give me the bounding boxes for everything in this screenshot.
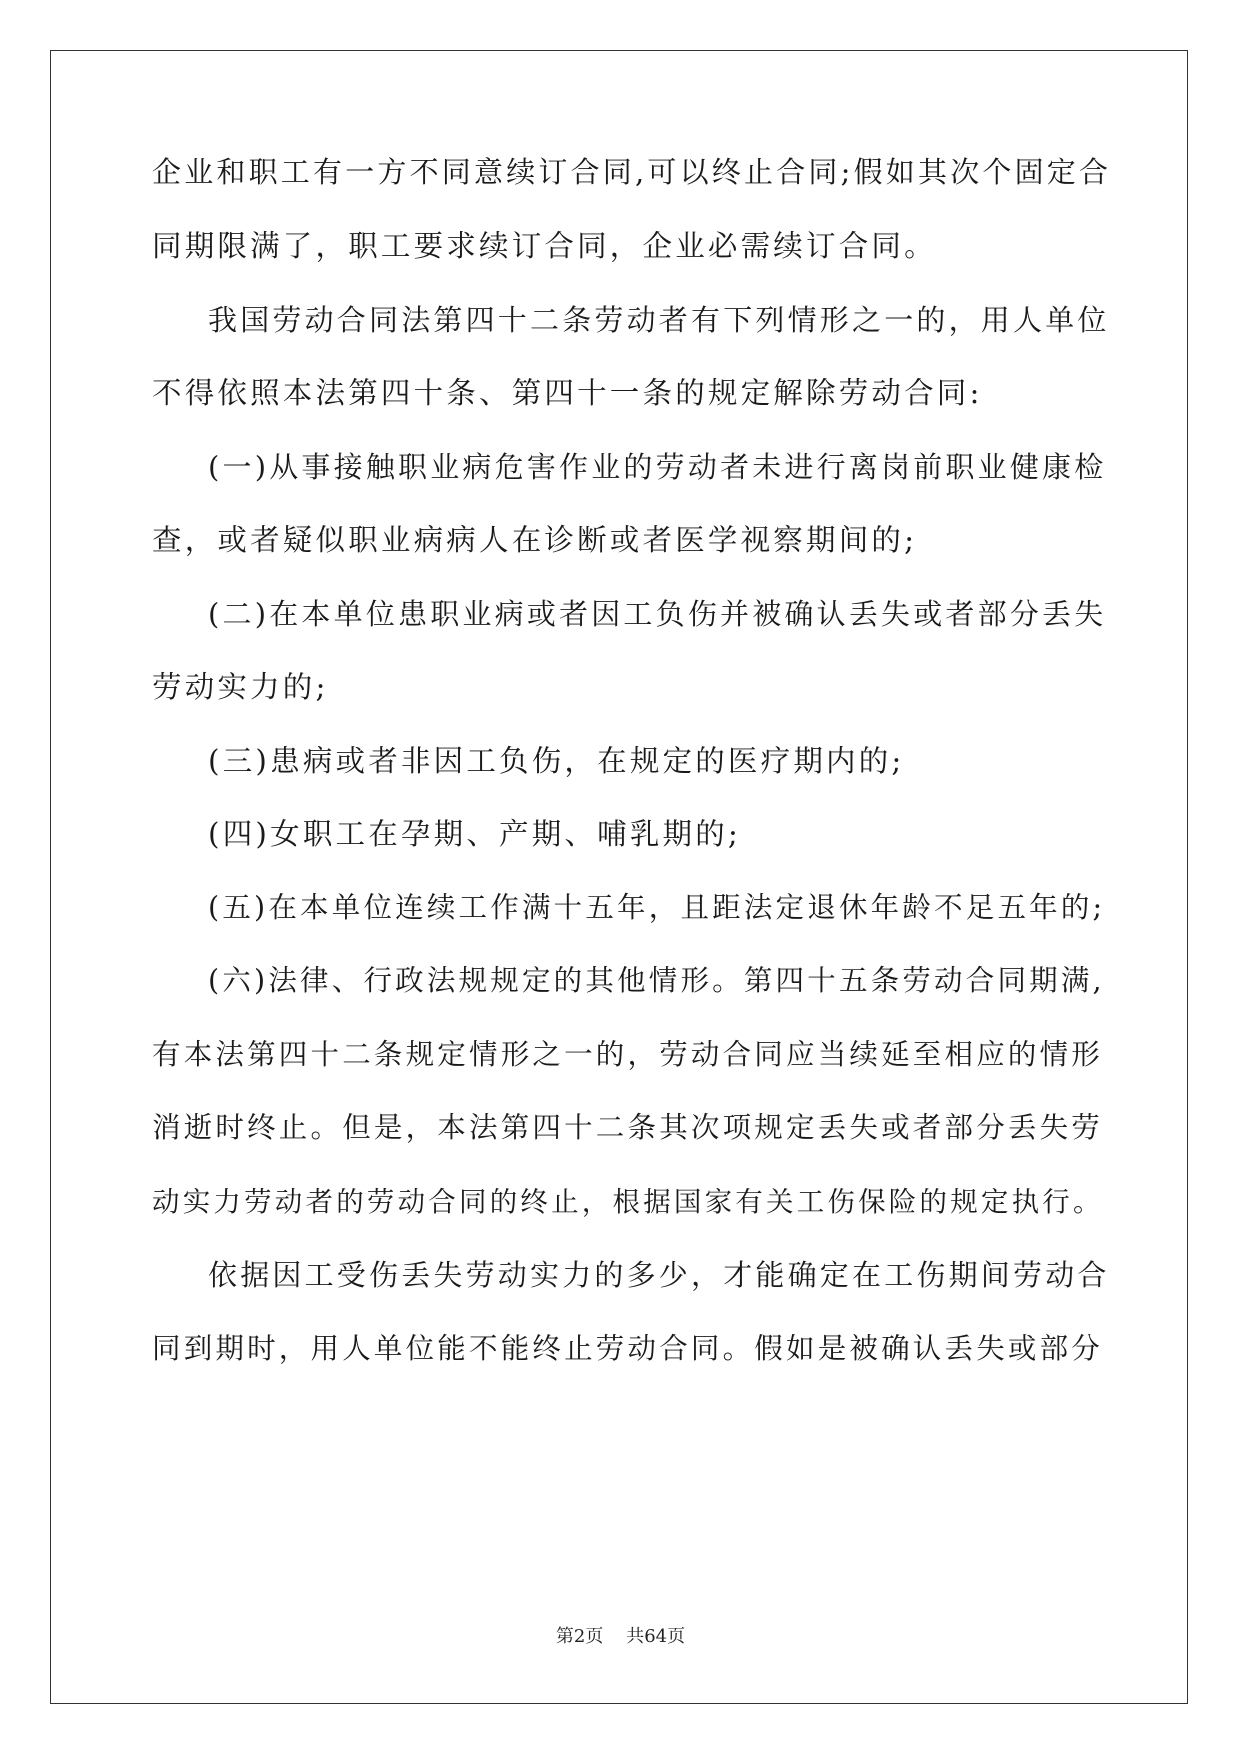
text-line: 查，或者疑似职业病病人在诊断或者医学视察期间的;	[152, 523, 918, 557]
text-line: (四)女职工在孕期、产期、哺乳期的;	[208, 817, 742, 851]
text-line: (二)在本单位患职业病或者因工负伤并被确认丢失或者部分丢失	[208, 597, 1107, 631]
text-line: (三)患病或者非因工负伤，在规定的医疗期内的;	[208, 744, 905, 778]
text-line: (五)在本单位连续工作满十五年，且距法定退休年龄不足五年的;	[208, 891, 1106, 924]
text-line: 劳动实力的;	[152, 670, 329, 704]
text-line: 我国劳动合同法第四十二条劳动者有下列情形之一的，用人单位	[208, 303, 1110, 337]
page-total: 共64页	[626, 1626, 686, 1647]
text-line: (六)法律、行政法规规定的其他情形。第四十五条劳动合同期满,	[208, 964, 1105, 997]
text-line: (一)从事接触职业病危害作业的劳动者未进行离岗前职业健康检	[208, 450, 1107, 484]
page-footer	[0, 1622, 1241, 1648]
text-line: 同期限满了，职工要求续订合同，企业必需续订合同。	[152, 229, 937, 263]
text-line: 消逝时终止。但是，本法第四十二条其次项规定丢失或者部分丢失劳	[152, 1111, 1104, 1144]
text-line: 有本法第四十二条规定情形之一的，劳动合同应当续延至相应的情形	[152, 1038, 1104, 1071]
page-number: 第2页	[555, 1626, 604, 1647]
text-line: 依据因工受伤丢失劳动实力的多少，才能确定在工伤期间劳动合	[208, 1258, 1110, 1292]
page-border	[50, 50, 1188, 1704]
text-line: 企业和职工有一方不同意续订合同,可以终止合同;假如其次个固定合	[152, 155, 1112, 189]
text-line: 不得依照本法第四十条、第四十一条的规定解除劳动合同:	[152, 376, 983, 410]
text-line: 同到期时，用人单位能不能终止劳动合同。假如是被确认丢失或部分	[152, 1332, 1104, 1365]
text-line: 动实力劳动者的劳动合同的终止，根据国家有关工伤保险的规定执行。	[152, 1186, 1104, 1218]
